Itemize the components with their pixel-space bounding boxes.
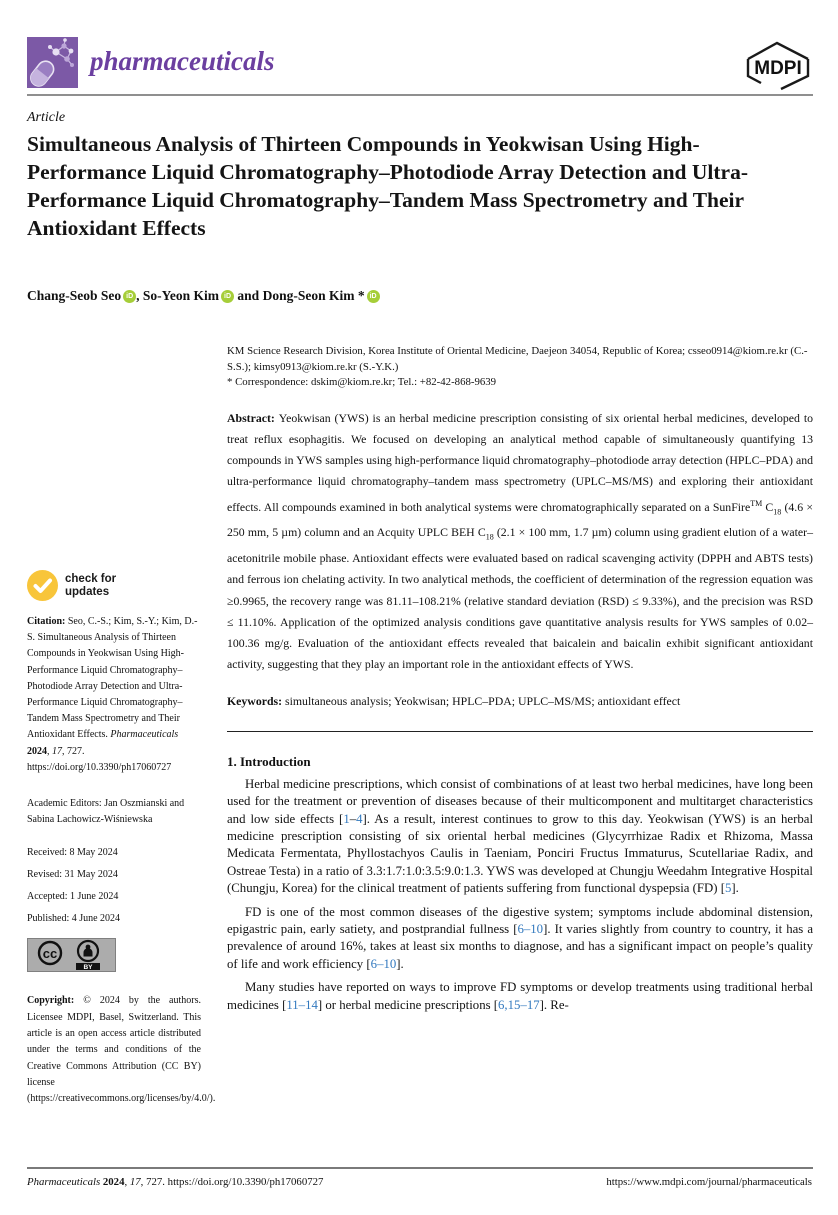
- text-segment: ]. Re-: [539, 997, 569, 1012]
- author-name: So-Yeon Kim: [142, 288, 220, 303]
- text-segment: TM: [750, 498, 763, 508]
- text-segment: 2024: [102, 1176, 125, 1188]
- author-name: Dong-Seon Kim: [262, 288, 355, 303]
- orcid-icon[interactable]: iD: [221, 290, 234, 303]
- reference-link[interactable]: 6–10: [517, 921, 544, 936]
- date-published: Published: 4 June 2024: [27, 913, 121, 925]
- text-segment: ]. It varies slightly from country to country, it has a prevalence of around 16%, takes at least six months to diagnose, and has a significant impact on people’s quality of life and work efficiency [: [227, 921, 813, 971]
- mdpi-wordmark: MDPI: [754, 58, 802, 79]
- copyright-block: [27, 993, 216, 1107]
- text-segment: , 727. https://doi.org/10.3390/ph17060727: [27, 745, 172, 773]
- text-segment: ].: [396, 956, 404, 971]
- section-heading-introduction: 1. Introduction: [227, 753, 311, 769]
- text-segment: simultaneous analysis; Yeokwisan; HPLC–PDA; UPLC–MS/MS; antioxidant effect: [285, 693, 681, 708]
- author-name: Chang-Seob Seo: [27, 288, 122, 303]
- date-accepted: Accepted: 1 June 2024: [27, 891, 119, 903]
- text-segment: Herbal medicine prescriptions, which consist of combinations of at least two herbal medicines, have long been used for the treatment or prevention of diseases because of their multicomponent and multitarget characteristics and low side effects [: [227, 776, 813, 826]
- journal-name: pharmaceuticals: [90, 46, 275, 76]
- keywords-line: [227, 691, 813, 712]
- by-label: BY: [83, 964, 93, 972]
- text-segment: ,: [47, 745, 52, 757]
- footer-divider: [27, 1167, 813, 1169]
- academic-editors: Academic Editors: Jan Oszmianski and Sabina Lachowicz-Wiśniewska: [27, 798, 185, 826]
- citation-block: [27, 614, 201, 776]
- text-segment: 18: [773, 506, 782, 516]
- check-for-updates-badge[interactable]: [27, 570, 201, 601]
- body-paragraph: [227, 979, 813, 1014]
- article-type-label: Article: [27, 110, 66, 125]
- text-segment: Many studies have reported on ways to improve FD symptoms or develop treatments using traditional herbal medicines [: [227, 980, 813, 1012]
- text-segment: 18: [485, 532, 494, 542]
- text-segment: © 2024 by the authors. Licensee MDPI, Basel, Switzerland. This article is an open access article distributed under the terms and conditions of the Creative Commons Attribution (CC BY) license (https://creativecommons.org/licenses/by/4.0/).: [27, 995, 216, 1105]
- footer-citation: [27, 1176, 323, 1188]
- reference-link[interactable]: 5: [725, 881, 732, 896]
- check-icon: [27, 570, 58, 601]
- text-segment: ]. As a result, interest continues to grow to this day. Yeokwisan (YWS) is an herbal medicine prescription consisting of six oriental herbal medicines (Glycyrrhizae Radix et Rhizoma, Massa Medicata Fermentata, Phyllostachyos Caulis in Taeniam, Ponciri Fructus Immaturus, Scutellariae Radix, and Ostreae Testa) in a ratio of 3.3:1.7:1.0:3.5:9.0:1.3. YWS was developed at Chungju Weedahm Integrative Hospital (Chungju, Korea) for the clinical treatment of patients suffering from functional dyspepsia (FD) [: [227, 811, 814, 896]
- date-revised: Revised: 31 May 2024: [27, 869, 118, 881]
- journal-logo[interactable]: [27, 37, 78, 88]
- text-segment: Pharmaceuticals: [27, 1176, 103, 1188]
- mdpi-logo[interactable]: [741, 38, 815, 92]
- text-segment: (4.6 × 250 mm, 5 µm) column and an Acquity UPLC BEH C: [227, 499, 813, 540]
- text-segment: Abstract:: [227, 410, 279, 425]
- person-icon: [76, 941, 100, 971]
- author-separator: and: [234, 288, 263, 303]
- check-for-updates-label: check for updates: [65, 573, 117, 598]
- date-received: Received: 8 May 2024: [27, 847, 118, 859]
- sidebar: [27, 570, 216, 1108]
- section-divider: [227, 731, 813, 732]
- text-segment: 17: [129, 1176, 141, 1188]
- text-segment: –: [349, 811, 357, 826]
- main-column: [227, 344, 813, 1014]
- reference-link[interactable]: 6,15–17: [498, 997, 540, 1012]
- cc-icon: [39, 942, 61, 964]
- page-title: Simultaneous Analysis of Thirteen Compounds in Yeokwisan Using High-Performance Liquid Chromatography–Photodiode Array Detection and Ultra-Performance Liquid Chromatography–Tandem Mass Spectrometry and Their Antioxidant Effects: [27, 132, 748, 240]
- text-segment: Copyright:: [27, 995, 84, 1007]
- reference-link[interactable]: 11–14: [286, 997, 318, 1012]
- text-segment: ,: [124, 1176, 130, 1188]
- author-list: [27, 288, 380, 304]
- text-segment: Keywords:: [227, 693, 285, 708]
- affiliation-text: KM Science Research Division, Korea Institute of Oriental Medicine, Daejeon 34054, Republic of Korea; csseo0914@kiom.re.kr (C.-S.S.); kimsy0913@kiom.re.kr (S.-Y.K.): [227, 345, 808, 373]
- history-dates: [27, 842, 201, 930]
- author-separator: ,: [136, 288, 143, 303]
- text-segment: C: [762, 499, 774, 514]
- corresponding-author-mark: *: [354, 288, 365, 303]
- pharmaceuticals-pill-icon: [27, 37, 78, 88]
- svg-text:cc: cc: [42, 946, 58, 962]
- orcid-icon[interactable]: iD: [123, 290, 136, 303]
- abstract-paragraph: [227, 408, 813, 676]
- body-paragraph: [227, 776, 813, 898]
- text-segment: Seo, C.-S.; Kim, S.-Y.; Kim, D.-S. Simultaneous Analysis of Thirteen Compounds in Yeokwisan Using High-Performance Liquid Chromatography–Photodiode Array Detection and Ultra-Performance Liquid Chromatography–Tandem Mass Spectrometry and Their Antioxidant Effects.: [27, 616, 198, 741]
- text-segment: ] or herbal medicine prescriptions [: [317, 997, 499, 1012]
- orcid-icon[interactable]: iD: [367, 290, 380, 303]
- footer-journal-url[interactable]: https://www.mdpi.com/journal/pharmaceuticals: [606, 1176, 812, 1188]
- text-segment: 2024: [27, 745, 47, 757]
- text-segment: Yeokwisan (YWS) is an herbal medicine prescription consisting of six oriental herbal medicines, developed to treat reflux esophagitis. We focused on developing an analytical method capable of simultaneously quantifying 13 compounds in YWS samples using high-performance liquid chromatography–photodiode array detection (HPLC–PDA) and ultra-performance liquid chromatography–tandem mass spectrometry (UPLC–MS/MS) and exploring their antioxidant effects. All compounds examined in both analytical systems were chromatographically separated on a SunFire: [227, 410, 813, 514]
- text-segment: 17: [52, 745, 62, 757]
- text-segment: ].: [731, 881, 739, 896]
- text-segment: Pharmaceuticals: [110, 729, 179, 741]
- reference-link[interactable]: 4: [356, 811, 363, 826]
- correspondence-line: * Correspondence: dskim@kiom.re.kr; Tel.: +82-42-868-9639: [227, 376, 497, 388]
- reference-link[interactable]: 1: [343, 811, 350, 826]
- body-paragraph: [227, 904, 813, 974]
- text-segment: FD is one of the most common diseases of the digestive system; symptoms include abdominal distension, epigastric pain, early satiety, and postprandial fullness [: [227, 904, 813, 936]
- text-segment: Citation:: [27, 616, 68, 627]
- text-segment: , 727. https://doi.org/10.3390/ph17060727: [140, 1176, 324, 1188]
- reference-link[interactable]: 6–10: [370, 956, 397, 971]
- header-divider: [27, 94, 813, 96]
- text-segment: (2.1 × 100 mm, 1.7 µm) column using gradient elution of a water–acetonitrile mobile phase. Antioxidant effects were evaluated based on radical scavenging activity (DPPH and ABTS tests) and ferrous ion chelating activity. In two analytical methods, the coefficient of determination of the regression equation was ≥0.9965, the recovery range was 81.11–108.21% (relative standard deviation (RSD) ≤ 9.33%), and the precision was RSD ≤ 11.10%. Application of the optimized analysis conditions gave quantitative analysis results for YWS samples of 0.02–100.36 mg/g. Evaluation of the antioxidant effects revealed that baicalein and baicalin exhibit significant antioxidant activity, suggesting that they play an important role in the antioxidant effects of YWS.: [227, 525, 813, 672]
- cc-by-badge[interactable]: [27, 938, 201, 977]
